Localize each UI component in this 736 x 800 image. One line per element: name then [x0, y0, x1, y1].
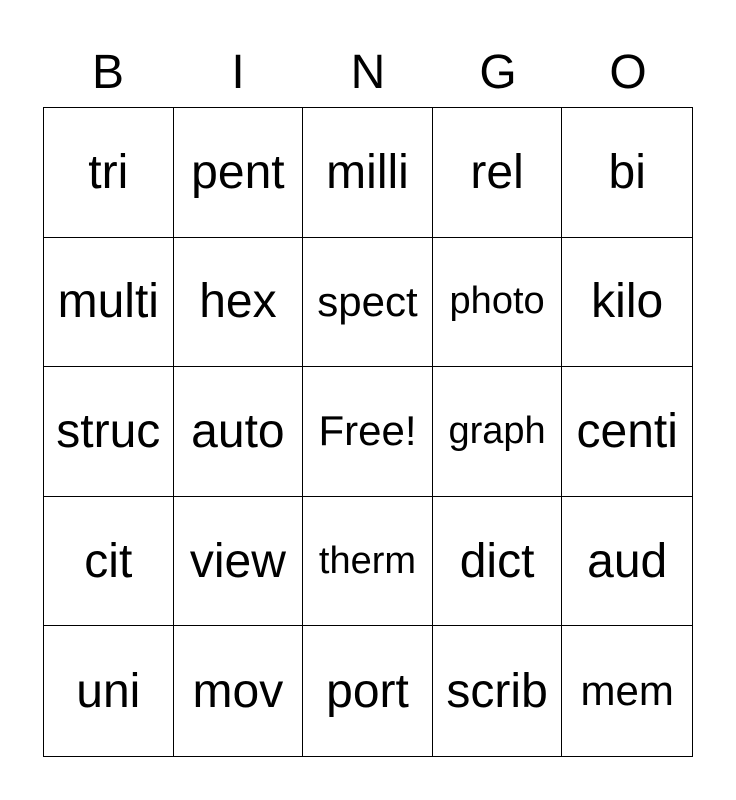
- bingo-cell-r2-c4[interactable]: photo: [433, 238, 563, 368]
- header-letter-i: I: [231, 46, 245, 99]
- bingo-cell-r2-c2[interactable]: hex: [174, 238, 304, 368]
- header-letter-g: G: [479, 46, 517, 99]
- bingo-cell-r5-c5[interactable]: mem: [580, 667, 674, 715]
- bingo-cell-r3-c2[interactable]: auto: [174, 367, 304, 497]
- bingo-board: [43, 107, 693, 757]
- bingo-cell-r4-c5[interactable]: aud: [562, 497, 692, 627]
- bingo-cell-r5-c3[interactable]: port: [303, 626, 433, 756]
- bingo-cell-r5-c2[interactable]: mov: [174, 626, 304, 756]
- bingo-cell-r4-c3[interactable]: therm: [303, 497, 433, 627]
- bingo-cell-r1-c2[interactable]: pent: [174, 108, 304, 238]
- bingo-cell-r5-c4[interactable]: scrib: [433, 626, 563, 756]
- bingo-cell-r4-c1[interactable]: cit: [44, 497, 174, 627]
- bingo-cell-r3-c5[interactable]: centi: [562, 367, 692, 497]
- bingo-header: [43, 40, 693, 106]
- bingo-cell-r4-c4[interactable]: dict: [433, 497, 563, 627]
- bingo-cell-free[interactable]: Free!: [303, 367, 433, 497]
- header-letter-n: N: [350, 46, 386, 99]
- bingo-cell-r2-c5[interactable]: kilo: [562, 238, 692, 368]
- bingo-cell-r2-c1[interactable]: multi: [44, 238, 174, 368]
- bingo-cell-r3-c1[interactable]: struc: [44, 367, 174, 497]
- header-letter-b: B: [91, 46, 124, 99]
- header-letter-o: O: [609, 46, 647, 99]
- bingo-cell-r4-c2[interactable]: view: [174, 497, 304, 627]
- bingo-cell-r5-c1[interactable]: uni: [44, 626, 174, 756]
- bingo-cell-r3-c4[interactable]: graph: [433, 367, 563, 497]
- bingo-cell-r1-c5[interactable]: bi: [562, 108, 692, 238]
- bingo-cell-r1-c1[interactable]: tri: [44, 108, 174, 238]
- bingo-cell-r1-c3[interactable]: milli: [303, 108, 433, 238]
- bingo-cell-r1-c4[interactable]: rel: [433, 108, 563, 238]
- bingo-cell-r2-c3[interactable]: spect: [303, 238, 433, 368]
